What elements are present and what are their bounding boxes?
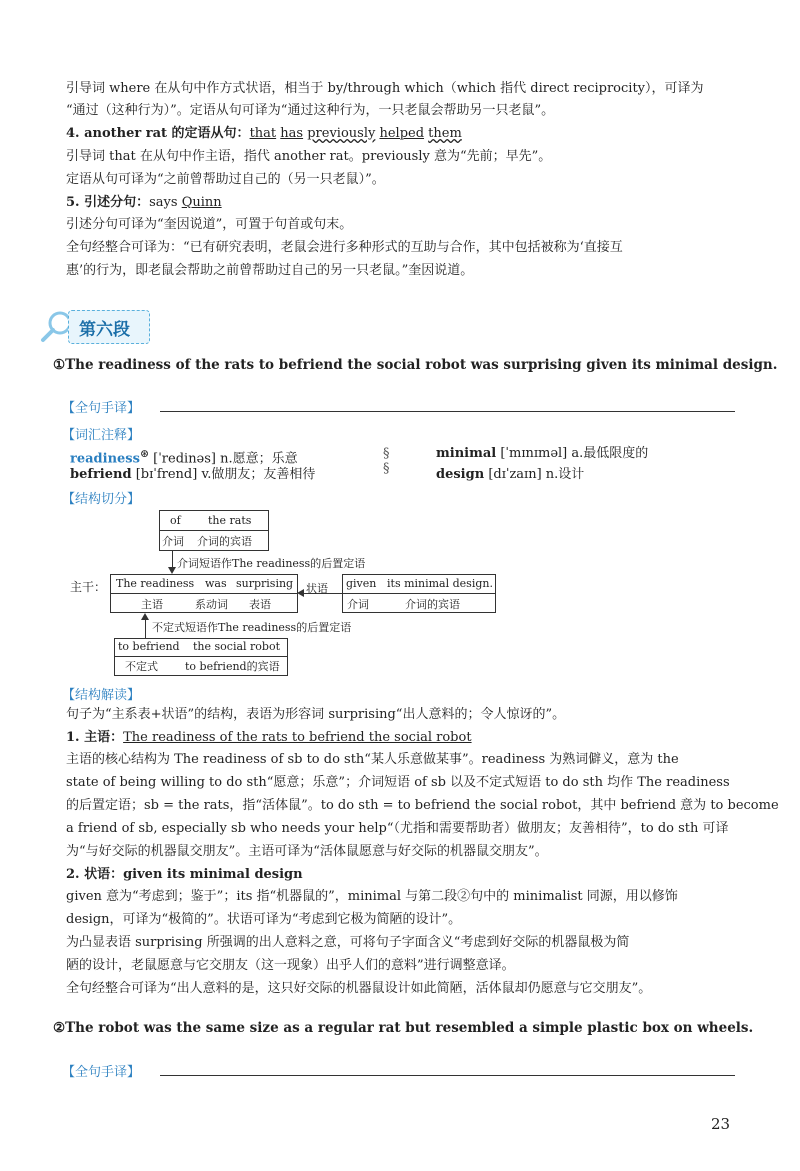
diagram-box-befriend [114, 638, 288, 676]
analysis-p10: 全句经整合可译为“出人意料的是，这只好交际的机器鼠设计如此简陋，活体鼠却仍愿意与它交朋友”。 [66, 981, 652, 996]
d-b-obj-cn: to befriend的宾语 [185, 660, 280, 673]
h5-says: says [149, 195, 178, 210]
divider-icon: § § [383, 446, 390, 476]
d-r-prep-cn: 介词 [347, 598, 369, 611]
arrow-up-2 [145, 619, 146, 639]
intro-line-6: 全句经整合可译为：“已有研究表明，老鼠会进行多种形式的互助与合作，其中包括被称为‘直接互 [66, 240, 623, 255]
vocab-word-design: design [436, 467, 485, 482]
analysis-p7: design，可译为“极简的”。状语可译为“考虑到它极为简陋的设计”。 [66, 912, 462, 927]
analysis-p2: state of being willing to do sth“愿意；乐意”；介词短语 of sb 以及不定式短语 to do sth 均作 The readiness [66, 775, 730, 790]
arrow-head-left [297, 589, 304, 597]
translation-line-2[interactable] [160, 1075, 735, 1076]
box-divider [115, 656, 287, 657]
box-divider [160, 530, 268, 531]
d-prep-cn: 介词 [162, 535, 184, 548]
analysis-line-1: 句子为“主系表+状语”的结构，表语为形容词 surprising“出人意料的；令人惊讶的”。 [66, 707, 566, 722]
page-number: 23 [711, 1115, 731, 1133]
intro-line-2: “通过（这种行为）”。定语从句可译为“通过这种行为，一只老鼠会帮助另一只老鼠”。 [66, 103, 555, 118]
d-was: was [205, 577, 227, 590]
intro-line-7: 惠’的行为，即老鼠会帮助之前曾帮助过自己的另一只老鼠。”奎因说道。 [66, 263, 474, 278]
d-its-design: its minimal design. [387, 577, 493, 590]
heading-4-prefix: 4. another rat 的定语从句： [66, 126, 250, 141]
analysis-p6: given 意为“考虑到；鉴于”；its 指“机器鼠的”，minimal 与第二段②句中的 minimalist 同源，用以修饰 [66, 889, 678, 904]
arrow-head-up-2 [141, 613, 149, 620]
d-adv-label: 状语 [306, 582, 328, 595]
section-title: 第六段 [79, 320, 130, 340]
tag-full-translation-1: 【全句手译】 [62, 401, 141, 416]
d-to-befriend: to befriend [118, 640, 180, 653]
diagram-box-of-the-rats [159, 510, 269, 551]
d-the-rats: the rats [208, 514, 252, 527]
vocab-befriend [70, 464, 315, 486]
vocab-minimal [436, 443, 648, 465]
h4-them: them [428, 126, 462, 141]
analysis-h1-prefix: 1. 主语： [66, 730, 124, 745]
analysis-p4: a friend of sb, especially sb who needs your help“（尤指和需要帮助者）做朋友；友善相待”，to do sth 可译 [66, 821, 729, 836]
h4-helped: helped [379, 126, 425, 141]
sentence-1: ①The readiness of the rats to befriend the social robot was surprising given its minimal design. [53, 357, 778, 373]
box-divider [111, 593, 297, 594]
analysis-heading-2 [66, 864, 303, 886]
analysis-p9: 陋的设计，老鼠愿意与它交朋友（这一现象）出乎人们的意料”进行调整意译。 [66, 958, 515, 973]
diagram-box-main [110, 574, 298, 613]
analysis-p3: 的后置定语；sb = the rats，指“活体鼠”。to do sth = to befriend the social robot，其中 befriend 意为 to become [66, 798, 779, 813]
vocab-def-design: [dɪˈzaɪn] n.设计 [488, 467, 585, 482]
d-social-robot: the social robot [193, 640, 280, 653]
intro-line-1: 引导词 where 在从句中作方式状语，相当于 by/through which（which 指代 direct reciprocity），可译为 [66, 81, 704, 96]
analysis-p5: 为“与好交际的机器鼠交朋友”。主语可译为“活体鼠愿意与好交际的机器鼠交朋友”。 [66, 844, 548, 859]
d-given: given [346, 577, 377, 590]
diagram-box-adverbial [342, 574, 496, 613]
d-r-obj-cn: 介词的宾语 [405, 598, 460, 611]
section-title-box [68, 310, 150, 344]
d-subj-cn: 主语 [141, 598, 163, 611]
intro-line-3: 引导词 that 在从句中作主语，指代 another rat。previously 意为“先前；早先”。 [66, 149, 552, 164]
vocab-word-readiness: readiness [70, 451, 140, 467]
vocab-def-befriend: [bɪˈfrend] v.做朋友；友善相待 [135, 467, 316, 482]
intro-line-5: 引述分句可译为“奎因说道”，可置于句首或句末。 [66, 217, 353, 232]
analysis-p8: 为凸显表语 surprising 所强调的出人意料之意，可将句子字面含义“考虑到好交际的机器鼠极为简 [66, 935, 630, 950]
h4-previously: previously [307, 126, 376, 141]
intro-line-4: 定语从句可译为“之前曾帮助过自己的（另一只老鼠）”。 [66, 172, 385, 187]
vocab-mark: ⊛ [139, 447, 150, 460]
translation-line-1[interactable] [160, 411, 735, 412]
d-obj-cn: 介词的宾语 [197, 535, 252, 548]
tag-structure-split: 【结构切分】 [62, 492, 141, 507]
analysis-heading-1 [66, 727, 472, 749]
vocab-word-minimal: minimal [436, 446, 497, 461]
d-pred: surprising [236, 577, 294, 590]
tag-structure-analysis: 【结构解读】 [62, 688, 141, 703]
d-main-label: 主干： [70, 580, 107, 594]
d-arrow1-label: 介词短语作The readiness的后置定语 [177, 557, 366, 570]
analysis-p1: 主语的核心结构为 The readiness of sb to do sth“某人乐意做某事”。readiness 为熟词僻义，意为 the [66, 752, 679, 767]
heading-5-prefix: 5. 引述分句： [66, 195, 150, 210]
tag-vocab: 【词汇注释】 [62, 428, 141, 443]
analysis-h1-text: The readiness of the rats to befriend the social robot [123, 730, 472, 745]
d-link-cn: 系动词 [195, 598, 228, 611]
vocab-word-befriend: befriend [70, 467, 132, 482]
d-arrow2-label: 不定式短语作The readiness的后置定语 [152, 621, 352, 634]
tag-full-translation-2: 【全句手译】 [62, 1065, 141, 1080]
h4-has: has [280, 126, 304, 141]
arrow-head-down-1 [168, 567, 176, 574]
heading-4 [66, 123, 462, 145]
d-inf-cn: 不定式 [125, 660, 158, 673]
vocab-design [436, 464, 584, 486]
analysis-h2: 2. 状语：given its minimal design [66, 867, 303, 882]
box-divider [343, 593, 495, 594]
sentence-2: ②The robot was the same size as a regular rat but resembled a simple plastic box on wheels. [53, 1020, 754, 1036]
heading-5 [66, 192, 222, 214]
d-of: of [170, 514, 181, 527]
d-subj: The readiness [116, 577, 195, 590]
h4-that: that [249, 126, 277, 141]
h5-quinn: Quinn [181, 195, 222, 210]
vocab-def-readiness: [ˈredinəs] n.愿意；乐意 [153, 451, 298, 467]
d-pred-cn: 表语 [249, 598, 271, 611]
vocab-def-minimal: [ˈmɪnɪməl] a.最低限度的 [500, 446, 649, 461]
